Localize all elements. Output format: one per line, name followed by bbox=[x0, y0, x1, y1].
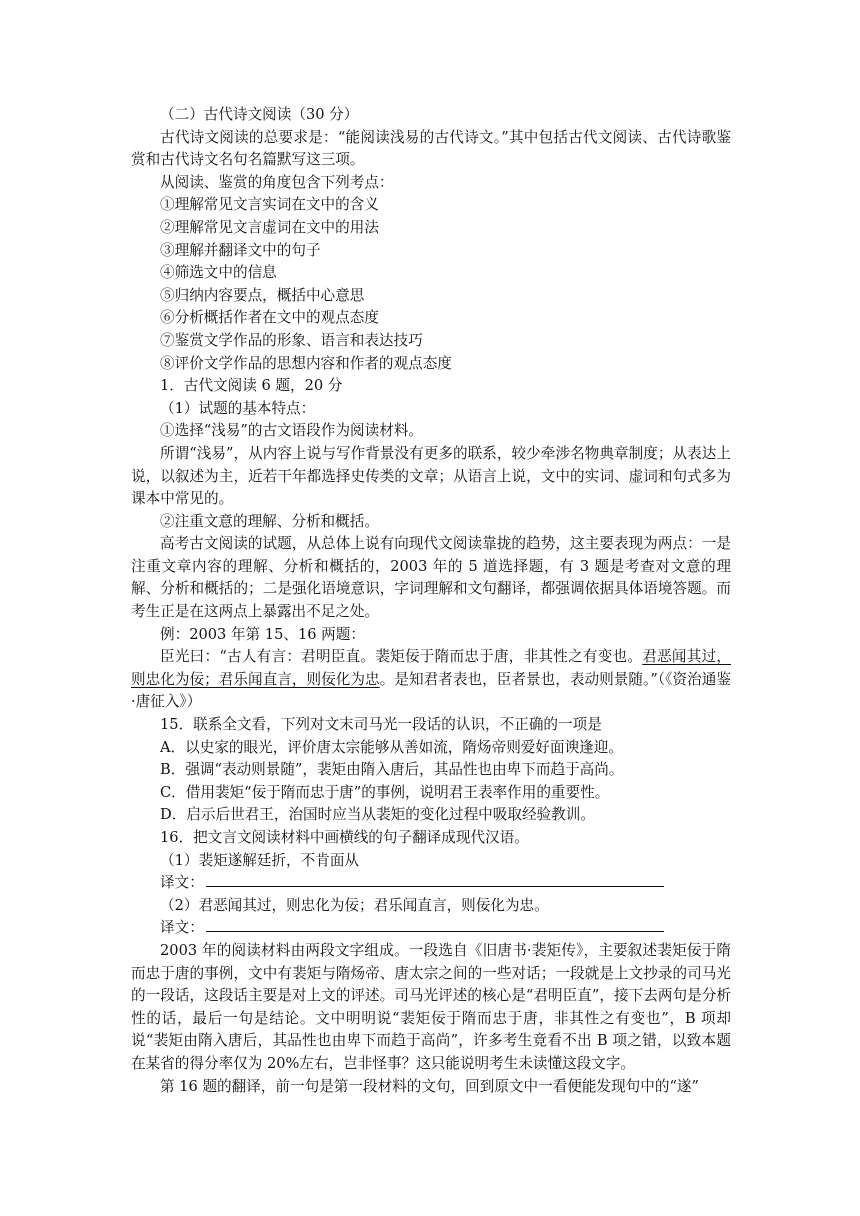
paragraph: 从阅读、鉴赏的角度包含下列考点： bbox=[160, 173, 394, 191]
paragraph: 第 16 题的翻译，前一句是第一段材料的文句，回到原文中一看便能发现句中的“遂” bbox=[160, 1077, 699, 1095]
translation-prompt: （2）君恶闻其过，则忠化为佞；君乐闻直言，则佞化为忠。 bbox=[160, 896, 549, 914]
option-c: C．借用裴矩“佞于隋而忠于唐”的事例，说明君王表率作用的重要性。 bbox=[160, 783, 610, 801]
answer-line bbox=[131, 917, 731, 940]
answer-blank[interactable] bbox=[206, 917, 664, 932]
quote-text: 。是知君者表也，臣者景也，表动则景随。”（《资治通鉴·唐征入》） bbox=[131, 670, 731, 711]
paragraph: 所谓“浅易”，从内容上说与写作背景没有更多的联系，较少牵涉名物典章制度；从表达上说，以叙述为主，近若干年都选择史传类的文章；从语言上说，文中的实词、虚词和句式多为课本中常见的。 bbox=[131, 444, 731, 508]
subheading: ①选择“浅易”的古文语段作为阅读材料。 bbox=[160, 422, 424, 440]
list-item: ①理解常见文言实词在文中的含义 bbox=[160, 196, 379, 214]
option-b: B．强调“表动则景随”，裴矩由隋入唐后，其品性也由卑下而趋于高尚。 bbox=[160, 761, 624, 779]
subheading: （1）试题的基本特点： bbox=[160, 399, 316, 417]
question: 16．把文言文阅读材料中画横线的句子翻译成现代汉语。 bbox=[160, 829, 529, 846]
quoted-passage bbox=[131, 646, 731, 714]
list-item: ⑧评价文学作品的思想内容和作者的观点态度 bbox=[160, 354, 452, 372]
answer-label: 译文： bbox=[160, 874, 204, 892]
list-item: ④筛选文中的信息 bbox=[160, 264, 277, 282]
section-heading: （二）古代诗文阅读（30 分） bbox=[160, 106, 359, 123]
paragraph: 2003 年的阅读材料由两段文字组成。一段选自《旧唐书·裴矩传》，主要叙述裴矩佞于隋而忠于唐的事例，文中有裴矩与隋炀帝、唐太宗之间的一些对话；一段就是上文抄录的司马光的一段话，这段话主要是对上文的评述。司马光评述的核心是“君明臣直”，接下去两句是分析性的话，最后一句是结论。文中明明说“裴矩佞于隋而忠于唐，非其性之有变也”，B 项却说“裴矩由隋入唐后，其品性也由卑下而趋于高尚”，许多考生竟看不出 B 项之错，以致本题在某省的得分率仅为 20%左右，岂非怪事？这只能说明考生未读懂这段文字。 bbox=[131, 941, 731, 1072]
paragraph: 高考古文阅读的试题，从总体上说有向现代文阅读靠拢的趋势，这主要表现为两点：一是注重文章内容的理解、分析和概括的，2003 年的 5 道选择题，有 3 题是考查对文意的理解、分析和概括的；二是强化语境意识，字词理解和文句翻译，都强调依据具体语境答题。而考生正是在这两点上暴露出不足之处。 bbox=[131, 535, 731, 621]
quote-text: 臣光曰：“古人有言：君明臣直。裴矩佞于隋而忠于唐，非其性之有变也。 bbox=[160, 648, 643, 666]
answer-blank[interactable] bbox=[206, 872, 664, 887]
translation-prompt: （1）裴矩遂解廷折，不肯面从 bbox=[160, 851, 360, 869]
list-item: ⑦鉴赏文学作品的形象、语言和表达技巧 bbox=[160, 331, 423, 349]
document-body bbox=[131, 104, 731, 1098]
subheading: ②注重文意的理解、分析和概括。 bbox=[160, 512, 379, 530]
question: 15．联系全文看，下列对文末司马光一段话的认识，不正确的一项是 bbox=[160, 716, 602, 734]
paragraph: 古代诗文阅读的总要求是：“能阅读浅易的古代诗文。”其中包括古代文阅读、古代诗歌鉴赏和古代诗文名句名篇默写这三项。 bbox=[131, 128, 731, 169]
answer-line bbox=[131, 872, 731, 895]
list-item: ⑤归纳内容要点，概括中心意思 bbox=[160, 286, 365, 304]
subheading: 1．古代文阅读 6 题，20 分 bbox=[160, 377, 343, 395]
option-d: D．启示后世君王，治国时应当从裴矩的变化过程中吸取经验教训。 bbox=[160, 806, 595, 824]
underlined-sentence: 君恶闻其过，则忠化为佞；君乐闻直言，则佞化为忠 bbox=[131, 648, 731, 688]
list-item: ⑥分析概括作者在文中的观点态度 bbox=[160, 309, 379, 327]
option-a: A．以史家的眼光，评价唐太宗能够从善如流，隋炀帝则爱好面谀逢迎。 bbox=[160, 738, 623, 756]
list-item: ③理解并翻译文中的句子 bbox=[160, 241, 321, 259]
answer-label: 译文： bbox=[160, 919, 204, 937]
list-item: ②理解常见文言虚词在文中的用法 bbox=[160, 218, 379, 236]
example-label: 例：2003 年第 15、16 两题： bbox=[160, 625, 365, 643]
